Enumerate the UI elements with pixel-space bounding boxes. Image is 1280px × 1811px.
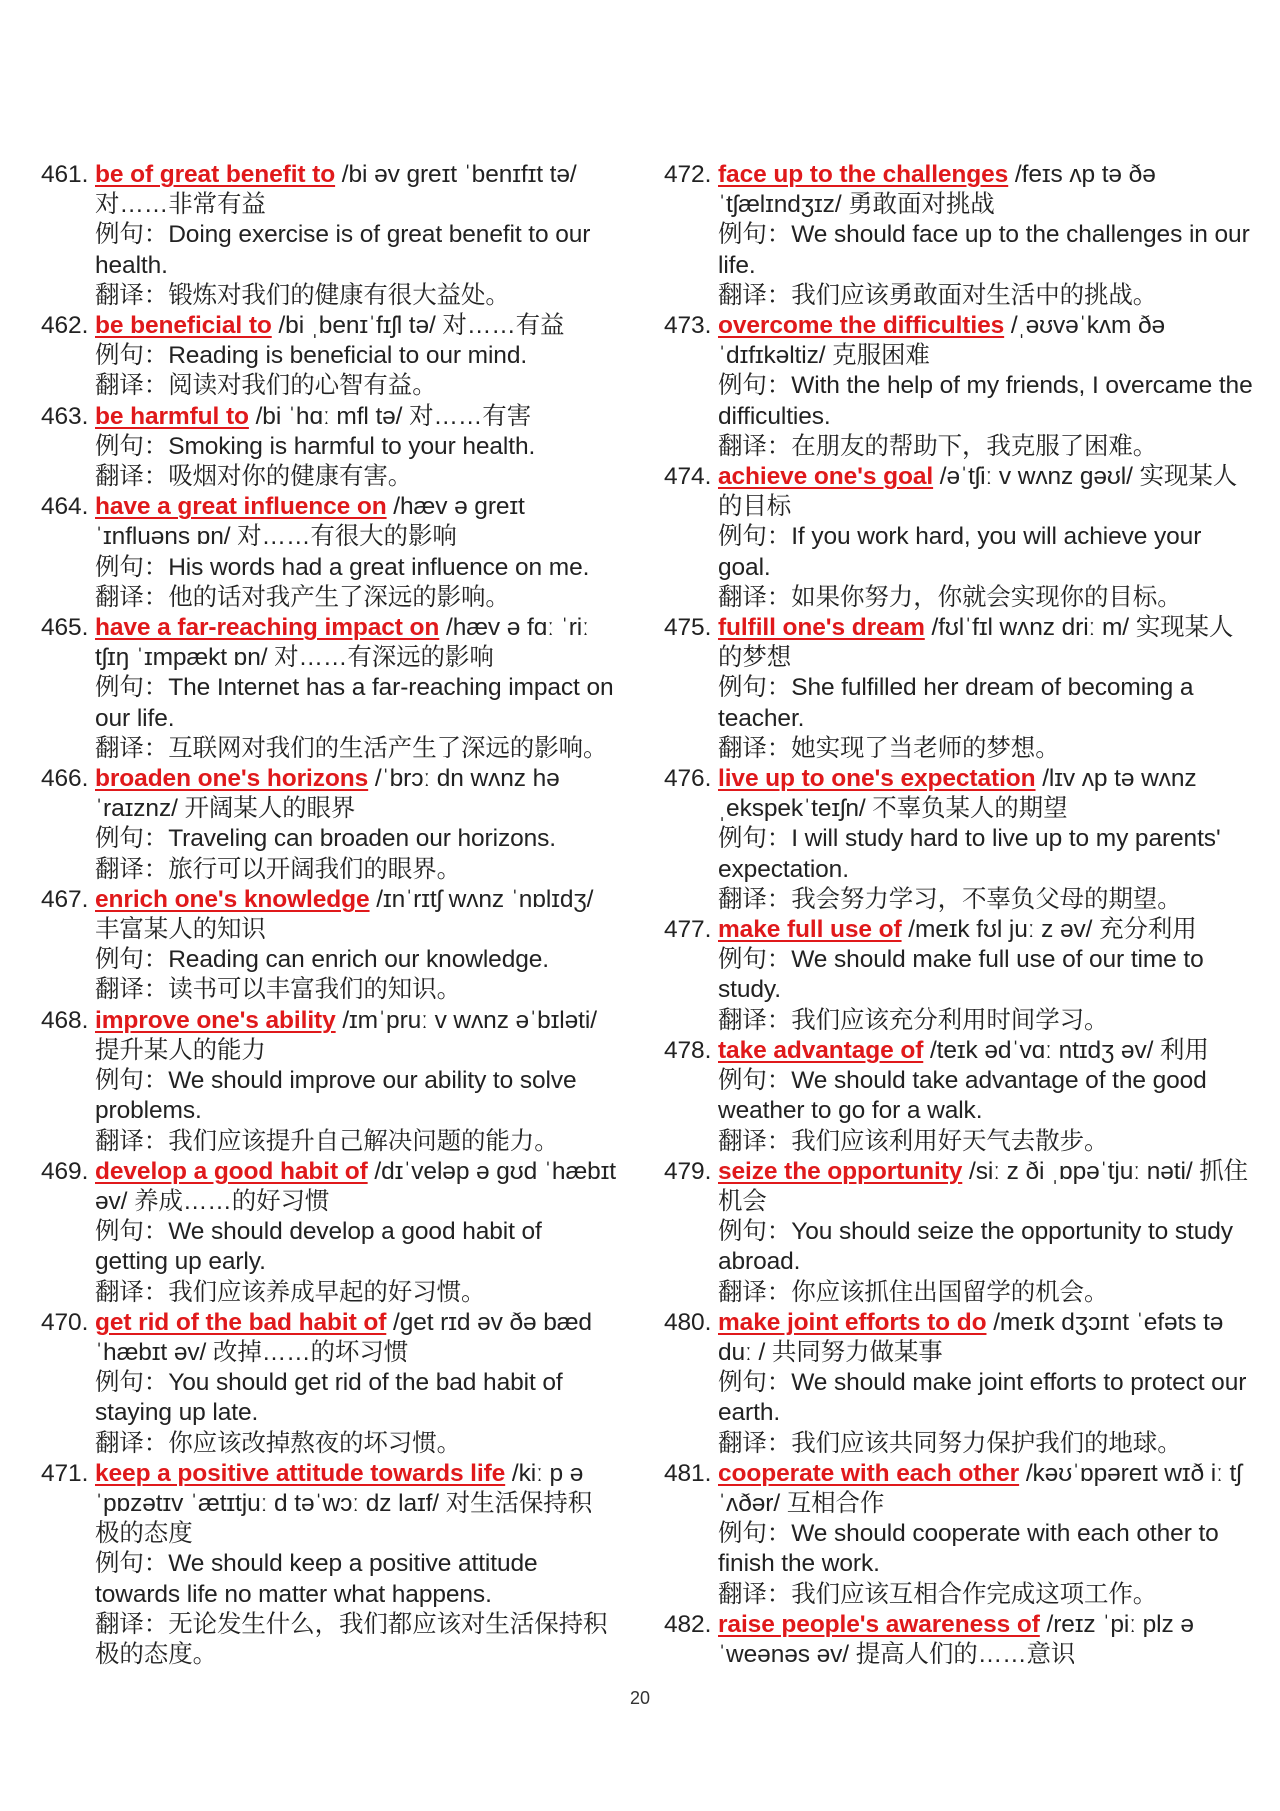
example-sentence: 例句：We should face up to the challenges in our life.: [718, 221, 1250, 279]
translation: 翻译：他的话对我产生了深远的影响。: [95, 583, 510, 611]
translation: 翻译：吸烟对你的健康有害。: [95, 463, 413, 491]
entry-number: 480.: [664, 1308, 712, 1336]
vocab-entry: [664, 1157, 1254, 1308]
translation: 翻译：她实现了当老师的梦想。: [718, 734, 1060, 762]
key-phrase: overcome the difficulties: [718, 312, 1005, 340]
entry-number: 461.: [41, 161, 89, 188]
translation: 翻译：读书可以丰富我们的知识。: [95, 976, 461, 1004]
translation: 翻译：我们应该利用好天气去散步。: [718, 1127, 1109, 1155]
example-sentence: 例句：You should get rid of the bad habit of staying up late.: [95, 1369, 563, 1427]
translation: 翻译：我们应该勇敢面对生活中的挑战。: [718, 281, 1158, 309]
example-sentence: 例句：Smoking is harmful to your health.: [95, 432, 536, 460]
example-sentence: 例句：Reading is beneficial to our mind.: [95, 342, 528, 370]
key-phrase: get rid of the bad habit of: [95, 1308, 387, 1336]
key-phrase: seize the opportunity: [718, 1157, 963, 1185]
entry-headline: [718, 764, 1254, 824]
entry-headline: [718, 1157, 1254, 1217]
phonetic-and-meaning: /meɪk fʊl juː z əv/ 充分利用: [901, 916, 1197, 944]
entry-headline: [95, 1157, 616, 1217]
entry-number: 478.: [664, 1036, 712, 1064]
vocab-entry: [41, 1006, 616, 1157]
example-sentence: 例句：We should make joint efforts to protect our earth.: [718, 1369, 1247, 1427]
key-phrase: broaden one's horizons: [95, 765, 369, 793]
entry-headline: [718, 1308, 1254, 1368]
key-phrase: live up to one's expectation: [718, 765, 1036, 793]
key-phrase: have a far-reaching impact on: [95, 614, 440, 642]
entry-headline: [718, 462, 1254, 522]
translation: 翻译：如果你努力，你就会实现你的目标。: [718, 583, 1182, 611]
example-sentence: 例句：We should make full use of our time to study.: [718, 946, 1204, 1004]
vocab-entry: [664, 613, 1254, 764]
entry-number: 463.: [41, 402, 89, 430]
phonetic-and-meaning: /meɪk dʒɔɪnt ˈefəts tə duː / 共同努力做某事: [718, 1308, 1224, 1366]
right-column: [664, 160, 1254, 1670]
vocab-entry: [664, 311, 1254, 462]
key-phrase: face up to the challenges: [718, 161, 1009, 188]
example-sentence: 例句：Reading can enrich our knowledge.: [95, 946, 549, 974]
entry-number: 476.: [664, 765, 712, 793]
entry-headline: [718, 613, 1254, 673]
phonetic-and-meaning: /ˌəʊvəˈkʌm ðə ˈdɪfɪkəltiz/ 克服困难: [718, 312, 1166, 370]
entry-number: 464.: [41, 493, 89, 521]
entry-headline: [95, 764, 616, 824]
phonetic-and-meaning: /dɪˈveləp ə gʊd ˈhæbɪt əv/ 养成……的好习惯: [95, 1157, 616, 1215]
example-sentence: 例句：If you work hard, you will achieve your goal.: [718, 523, 1202, 581]
vocab-entry: [664, 462, 1254, 613]
translation: 翻译：你应该抓住出国留学的机会。: [718, 1278, 1109, 1306]
example-sentence: 例句：We should develop a good habit of getting up early.: [95, 1218, 542, 1276]
translation: 翻译：我们应该充分利用时间学习。: [718, 1006, 1109, 1034]
entry-number: 462.: [41, 312, 89, 340]
translation: 翻译：旅行可以开阔我们的眼界。: [95, 855, 461, 883]
key-phrase: have a great influence on: [95, 493, 387, 521]
phonetic-and-meaning: /get rɪd əv ðə bæd ˈhæbɪt əv/ 改掉……的坏习惯: [95, 1308, 592, 1366]
vocab-entry: [41, 160, 616, 311]
translation: 翻译：我们应该养成早起的好习惯。: [95, 1278, 486, 1306]
vocab-entry: [41, 311, 616, 402]
vocab-entry: [664, 1610, 1254, 1670]
vocab-entry: [664, 1036, 1254, 1157]
entry-number: 475.: [664, 614, 712, 642]
example-sentence: 例句：With the help of my friends, I overcame the difficulties.: [718, 372, 1253, 430]
entry-headline: [718, 311, 1254, 371]
example-sentence: 例句：Traveling can broaden our horizons.: [95, 825, 557, 853]
entry-number: 466.: [41, 765, 89, 793]
vocab-entry: [41, 402, 616, 493]
key-phrase: develop a good habit of: [95, 1157, 368, 1185]
key-phrase: be harmful to: [95, 402, 249, 430]
example-sentence: 例句：I will study hard to live up to my parents' expectation.: [718, 825, 1221, 883]
phonetic-and-meaning: /kəʊˈɒpəreɪt wɪð iː tʃ ˈʌðər/ 互相合作: [718, 1459, 1242, 1517]
phonetic-and-meaning: /siː z ði ˌɒpəˈtjuː nəti/ 抓住机会: [718, 1157, 1249, 1215]
translation: 翻译：阅读对我们的心智有益。: [95, 372, 437, 400]
key-phrase: keep a positive attitude towards life: [95, 1459, 506, 1487]
phonetic-and-meaning: /bi əv greɪt ˈbenɪfɪt tə/ 对……非常有益: [95, 161, 577, 219]
entry-headline: [95, 402, 616, 432]
phonetic-and-meaning: /bi ˈhɑː mfl tə/ 对……有害: [248, 402, 532, 430]
vocab-entry: [41, 1308, 616, 1459]
vocab-entry: [664, 1308, 1254, 1459]
translation: 翻译：我们应该共同努力保护我们的地球。: [718, 1429, 1182, 1457]
phonetic-and-meaning: /bi ˌbenɪˈfɪʃl tə/ 对……有益: [271, 312, 565, 340]
phonetic-and-meaning: /reɪz ˈpiː plz əˈweənəs əv/ 提高人们的……意识: [718, 1610, 1194, 1668]
key-phrase: achieve one's goal: [718, 463, 934, 491]
phonetic-and-meaning: /əˈtʃiː v wʌnz gəʊl/ 实现某人的目标: [718, 463, 1238, 521]
entry-headline: [95, 492, 616, 552]
example-sentence: 例句：You should seize the opportunity to study abroad.: [718, 1218, 1233, 1276]
entry-number: 465.: [41, 614, 89, 642]
example-sentence: 例句：We should keep a positive attitude towards life no matter what happens.: [95, 1550, 538, 1608]
translation: 翻译：无论发生什么，我们都应该对生活保持积极的态度。: [95, 1610, 608, 1668]
phonetic-and-meaning: /kiː p ə ˈpɒzətɪv ˈætɪtjuː d təˈwɔː dz laɪf/ 对生活保持积极的态度: [95, 1459, 593, 1548]
translation: 翻译：我们应该提升自己解决问题的能力。: [95, 1127, 559, 1155]
phonetic-and-meaning: /lɪv ʌp tə wʌnz ˌekspekˈteɪʃn/ 不辜负某人的期望: [718, 765, 1197, 823]
phonetic-and-meaning: /ˈbrɔː dn wʌnz həˈraɪznz/ 开阔某人的眼界: [95, 765, 560, 823]
translation: 翻译：我会努力学习，不辜负父母的期望。: [718, 885, 1182, 913]
entry-headline: [95, 613, 616, 673]
entry-headline: [718, 160, 1254, 220]
entry-number: 473.: [664, 312, 712, 340]
key-phrase: improve one's ability: [95, 1006, 336, 1034]
entry-headline: [718, 915, 1254, 945]
entry-headline: [95, 160, 616, 220]
example-sentence: 例句：We should take advantage of the good weather to go for a walk.: [718, 1067, 1207, 1125]
entry-headline: [95, 1459, 616, 1550]
entry-number: 470.: [41, 1308, 89, 1336]
entry-number: 477.: [664, 916, 712, 944]
entry-headline: [95, 1006, 616, 1066]
entry-number: 467.: [41, 885, 89, 913]
left-column: [41, 160, 616, 1670]
entry-number: 481.: [664, 1459, 712, 1487]
phonetic-and-meaning: /fʊlˈfɪl wʌnz driː m/ 实现某人的梦想: [718, 614, 1234, 672]
entry-number: 468.: [41, 1006, 89, 1034]
key-phrase: take advantage of: [718, 1036, 924, 1064]
entry-number: 472.: [664, 161, 712, 188]
entry-headline: [95, 311, 616, 341]
translation: 翻译：锻炼对我们的健康有很大益处。: [95, 281, 510, 309]
phonetic-and-meaning: /hæv ə fɑː ˈriː tʃɪŋ ˈɪmpækt ɒn/ 对……有深远的影响: [95, 614, 589, 672]
vocab-entry: [41, 1157, 616, 1308]
translation: 翻译：你应该改掉熬夜的坏习惯。: [95, 1429, 461, 1457]
phonetic-and-meaning: /teɪk ədˈvɑː ntɪdʒ əv/ 利用: [923, 1036, 1209, 1064]
key-phrase: make full use of: [718, 916, 902, 944]
translation: 翻译：我们应该互相合作完成这项工作。: [718, 1580, 1158, 1608]
vocab-entry: [664, 160, 1254, 311]
entry-number: 479.: [664, 1157, 712, 1185]
entry-headline: [718, 1036, 1254, 1066]
key-phrase: raise people's awareness of: [718, 1610, 1040, 1638]
key-phrase: be beneficial to: [95, 312, 272, 340]
translation: 翻译：在朋友的帮助下，我克服了困难。: [718, 432, 1158, 460]
vocab-entry: [41, 1459, 616, 1670]
key-phrase: enrich one's knowledge: [95, 885, 370, 913]
entry-headline: [95, 1308, 616, 1368]
key-phrase: be of great benefit to: [95, 161, 336, 188]
vocab-entry: [41, 613, 616, 764]
key-phrase: fulfill one's dream: [718, 614, 925, 642]
vocab-entry: [664, 764, 1254, 915]
phonetic-and-meaning: /feɪs ʌp tə ðə ˈtʃælɪndʒɪz/ 勇敢面对挑战: [718, 161, 1156, 219]
example-sentence: 例句：She fulfilled her dream of becoming a teacher.: [718, 674, 1194, 732]
phonetic-and-meaning: /hæv ə greɪt ˈɪnfluəns ɒn/ 对……有很大的影响: [95, 493, 525, 551]
entry-number: 469.: [41, 1157, 89, 1185]
entry-number: 471.: [41, 1459, 89, 1487]
vocab-entry: [664, 1459, 1254, 1610]
entry-headline: [718, 1459, 1254, 1519]
entry-headline: [718, 1610, 1254, 1670]
example-sentence: 例句：Doing exercise is of great benefit to our health.: [95, 221, 591, 279]
example-sentence: 例句：The Internet has a far-reaching impact on our life.: [95, 674, 614, 732]
vocab-entry: [41, 764, 616, 885]
entry-number: 474.: [664, 463, 712, 491]
phonetic-and-meaning: /ɪnˈrɪtʃ wʌnz ˈnɒlɪdʒ/ 丰富某人的知识: [95, 885, 594, 944]
example-sentence: 例句：His words had a great influence on me.: [95, 553, 590, 581]
vocab-entry: [41, 492, 616, 613]
page-number: 20: [629, 1688, 651, 1708]
example-sentence: 例句：We should improve our ability to solve problems.: [95, 1067, 577, 1125]
key-phrase: cooperate with each other: [718, 1459, 1020, 1487]
key-phrase: make joint efforts to do: [718, 1308, 987, 1336]
vocab-entry: [41, 885, 616, 1006]
translation: 翻译：互联网对我们的生活产生了深远的影响。: [95, 734, 608, 762]
entry-number: 482.: [664, 1610, 712, 1638]
vocab-entry: [664, 915, 1254, 1036]
phonetic-and-meaning: /ɪmˈpruː v wʌnz əˈbɪləti/ 提升某人的能力: [95, 1006, 597, 1064]
example-sentence: 例句：We should cooperate with each other to finish the work.: [718, 1520, 1219, 1578]
entry-headline: [95, 885, 616, 945]
